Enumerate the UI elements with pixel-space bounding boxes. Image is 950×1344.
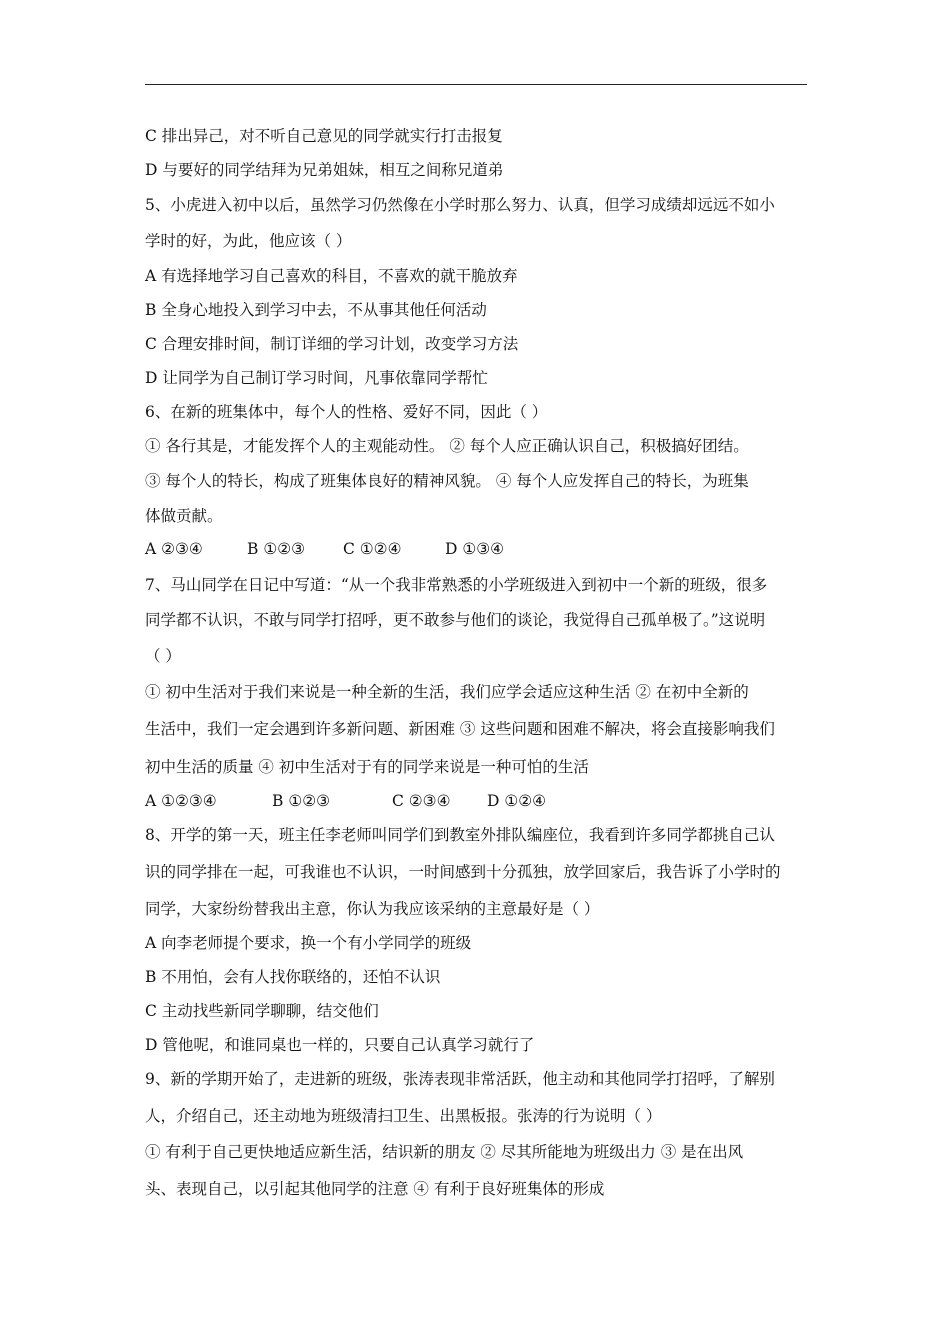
q9-stem-line1: 9、新的学期开始了，走进新的班级，张涛表现非常活跃，他主动和其他同学打招呼，了解别 — [145, 1070, 775, 1088]
q4-option-d: D 与要好的同学结拜为兄弟姐妹，相互之间称兄道弟 — [145, 161, 504, 179]
q6-option-a: A ②③④ — [145, 540, 203, 558]
q9-stem-line2: 人，介绍自己，还主动地为班级清扫卫生、出黑板报。张涛的行为说明（ ） — [145, 1107, 662, 1125]
q5-stem-line1: 5、小虎进入初中以后，虽然学习仍然像在小学时那么努力、认真，但学习成绩却远远不如小 — [145, 196, 775, 214]
q7-statements-line2: 生活中，我们一定会遇到许多新问题、新困难 ③ 这些问题和困难不解决，将会直接影响我们 — [145, 720, 775, 738]
q7-option-d: D ①②④ — [487, 792, 547, 810]
q7-option-a: A ①②③④ — [145, 792, 217, 810]
q6-option-b: B ①②③ — [247, 540, 306, 558]
q5-option-d: D 让同学为自己制订学习时间，凡事依靠同学帮忙 — [145, 369, 488, 387]
q7-option-c: C ②③④ — [392, 792, 451, 810]
q8-option-c: C 主动找些新同学聊聊，结交他们 — [145, 1002, 379, 1020]
q6-option-c: C ①②④ — [343, 540, 402, 558]
q9-statements-line1: ① 有利于自己更快地适应新生活，结识新的朋友 ② 尽其所能地为班级出力 ③ 是在出风 — [145, 1143, 744, 1161]
q8-stem-line3: 同学，大家纷纷替我出主意，你认为我应该采纳的主意最好是（ ） — [145, 900, 600, 918]
q7-stem-line3: （ ） — [145, 647, 181, 665]
q5-option-a: A 有选择地学习自己喜欢的科目，不喜欢的就干脆放弃 — [145, 267, 518, 285]
q8-option-b: B 不用怕，会有人找你联络的，还怕不认识 — [145, 968, 441, 986]
q6-option-d: D ①③④ — [445, 540, 505, 558]
header-rule — [145, 84, 807, 85]
q6-statements-line2: ③ 每个人的特长，构成了班集体良好的精神风貌。 ④ 每个人应发挥自己的特长，为班集 — [145, 472, 749, 490]
q6-statements-line3: 体做贡献。 — [145, 507, 223, 525]
q7-statements-line1: ① 初中生活对于我们来说是一种全新的生活，我们应学会适应这种生活 ② 在初中全新的 — [145, 683, 749, 701]
q5-stem-line2: 学时的好，为此，他应该（ ） — [145, 232, 352, 250]
q6-statements-line1: ① 各行其是，才能发挥个人的主观能动性。 ② 每个人应正确认识自己，积极搞好团结。 — [145, 437, 749, 455]
q9-statements-line2: 头、表现自己，以引起其他同学的注意 ④ 有利于良好班集体的形成 — [145, 1180, 605, 1198]
q7-stem-line2: 同学都不认识，不敢与同学打招呼，更不敢参与他们的谈论，我觉得自己孤单极了。”这说明 — [145, 611, 766, 629]
q7-options — [145, 791, 546, 811]
q6-stem: 6、在新的班集体中，每个人的性格、爱好不同，因此（ ） — [145, 403, 548, 421]
q8-stem-line2: 识的同学排在一起，可我谁也不认识，一时间感到十分孤独，放学回家后，我告诉了小学时的 — [145, 863, 781, 881]
q5-option-c: C 合理安排时间，制订详细的学习计划，改变学习方法 — [145, 335, 519, 353]
q8-option-d: D 管他呢，和谁同桌也一样的，只要自己认真学习就行了 — [145, 1036, 535, 1054]
q7-option-b: B ①②③ — [272, 792, 331, 810]
q8-option-a: A 向李老师提个要求，换一个有小学同学的班级 — [145, 934, 472, 952]
q5-option-b: B 全身心地投入到学习中去，不从事其他任何活动 — [145, 301, 487, 319]
q8-stem-line1: 8、开学的第一天，班主任李老师叫同学们到教室外排队编座位，我看到许多同学都挑自己认 — [145, 826, 775, 844]
q7-stem-line1: 7、马山同学在日记中写道：“从一个我非常熟悉的小学班级进入到初中一个新的班级，很多 — [145, 576, 768, 594]
q6-options — [145, 539, 504, 559]
q4-option-c: C 排出异己，对不听自己意见的同学就实行打击报复 — [145, 127, 503, 145]
q7-statements-line3: 初中生活的质量 ④ 初中生活对于有的同学来说是一种可怕的生活 — [145, 758, 589, 776]
